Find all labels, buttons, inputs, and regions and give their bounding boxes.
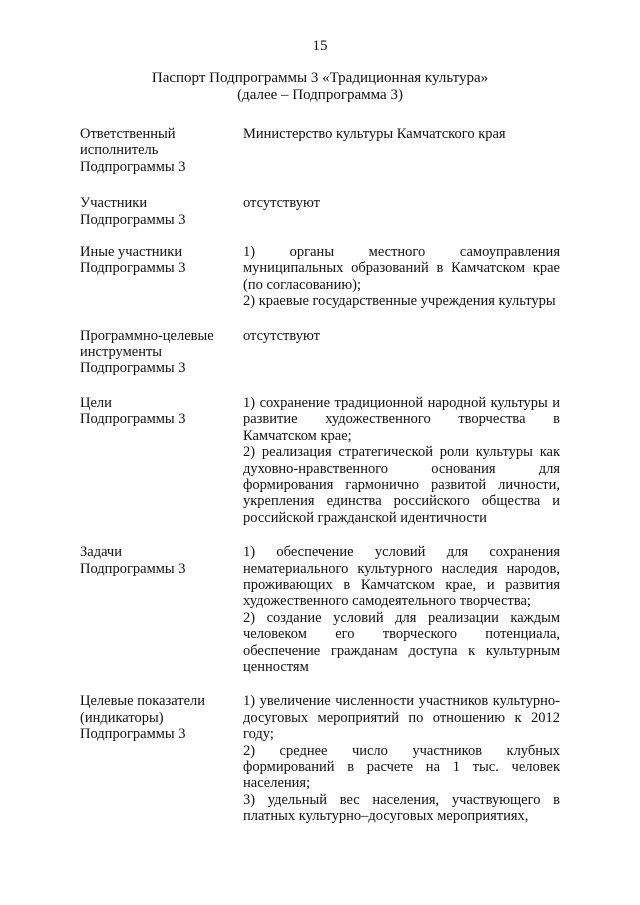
label-line: Участники bbox=[80, 195, 148, 212]
page-number: 15 bbox=[312, 38, 328, 54]
passport-row-value bbox=[243, 395, 560, 526]
passport-table bbox=[80, 126, 560, 825]
passport-row bbox=[80, 195, 560, 228]
passport-row-label bbox=[80, 244, 243, 277]
passport-row-value bbox=[243, 126, 560, 142]
passport-row bbox=[80, 328, 560, 377]
label-line: Подпрограммы 3 bbox=[80, 211, 186, 228]
passport-row bbox=[80, 395, 560, 526]
label-line: Подпрограммы 3 bbox=[80, 560, 186, 577]
value-paragraph: 3) удельный вес населения, участвующего в платных культурно–досуговых мероприятиях, bbox=[243, 791, 560, 825]
label-line: Ответственный bbox=[80, 126, 176, 142]
label-line: исполнитель bbox=[80, 142, 159, 159]
passport-row-label bbox=[80, 328, 243, 377]
label-line: Подпрограммы 3 bbox=[80, 260, 186, 277]
label-line: (индикаторы) bbox=[80, 709, 164, 726]
value-paragraph: отсутствуют bbox=[243, 327, 320, 344]
title-line-2: (далее – Подпрограмма 3) bbox=[237, 87, 403, 103]
passport-row-label bbox=[80, 195, 243, 228]
passport-row-label bbox=[80, 693, 243, 742]
passport-row-value bbox=[243, 244, 560, 310]
label-line: Целевые показатели bbox=[80, 693, 206, 710]
passport-row-value bbox=[243, 544, 560, 675]
passport-row-value bbox=[243, 195, 560, 211]
label-line: Подпрограммы 3 bbox=[80, 360, 186, 377]
label-line: Задачи bbox=[80, 544, 122, 561]
label-line: Подпрограммы 3 bbox=[80, 726, 186, 743]
value-paragraph: 2) реализация стратегической роли культуры как духовно-нравственного основания для формирования гармонично развитой личности, укрепления единства российского общества и российской гражданской идентичности bbox=[243, 444, 560, 526]
passport-row bbox=[80, 544, 560, 675]
passport-row-value bbox=[243, 693, 560, 824]
passport-row bbox=[80, 244, 560, 310]
value-paragraph: 2) краевые государственные учреждения культуры bbox=[243, 293, 556, 310]
label-line: Подпрограммы 3 bbox=[80, 411, 186, 428]
label-line: Цели bbox=[80, 394, 112, 411]
label-line: инструменты bbox=[80, 344, 163, 361]
value-paragraph: отсутствуют bbox=[243, 195, 320, 212]
value-paragraph: 1) обеспечение условий для сохранения нематериального культурного наследия народов, проживающих в Камчатском крае, и развития художественного самодеятельного творчества; bbox=[243, 544, 560, 610]
passport-row bbox=[80, 693, 560, 824]
title-line-1: Паспорт Подпрограммы 3 «Традиционная культура» bbox=[151, 70, 489, 86]
passport-row-label bbox=[80, 544, 243, 577]
label-line: Иные участники bbox=[80, 244, 183, 261]
passport-row-label bbox=[80, 395, 243, 428]
value-paragraph: 2) создание условий для реализации каждым человеком его творческого потенциала, обеспечение гражданам доступа к культурным ценностям bbox=[243, 609, 560, 675]
passport-row-value bbox=[243, 328, 560, 344]
value-paragraph: 1) органы местного самоуправления муниципальных образований в Камчатском крае (по согласованию); bbox=[243, 244, 560, 293]
value-paragraph: Министерство культуры Камчатского края bbox=[243, 126, 506, 142]
value-paragraph: 1) увеличение численности участников культурно-досуговых мероприятий по отношению к 2012 году; bbox=[243, 693, 560, 743]
value-paragraph: 1) сохранение традиционной народной культуры и развитие художественного творчества в Камчатском крае; bbox=[243, 394, 560, 444]
passport-title bbox=[0, 70, 640, 104]
label-line: Программно-целевые bbox=[80, 327, 214, 344]
value-paragraph: 2) среднее число участников клубных формирований в расчете на 1 тыс. человек населения; bbox=[243, 742, 560, 792]
label-line: Подпрограммы 3 bbox=[80, 158, 186, 175]
passport-row bbox=[80, 126, 560, 175]
passport-row-label bbox=[80, 126, 243, 175]
